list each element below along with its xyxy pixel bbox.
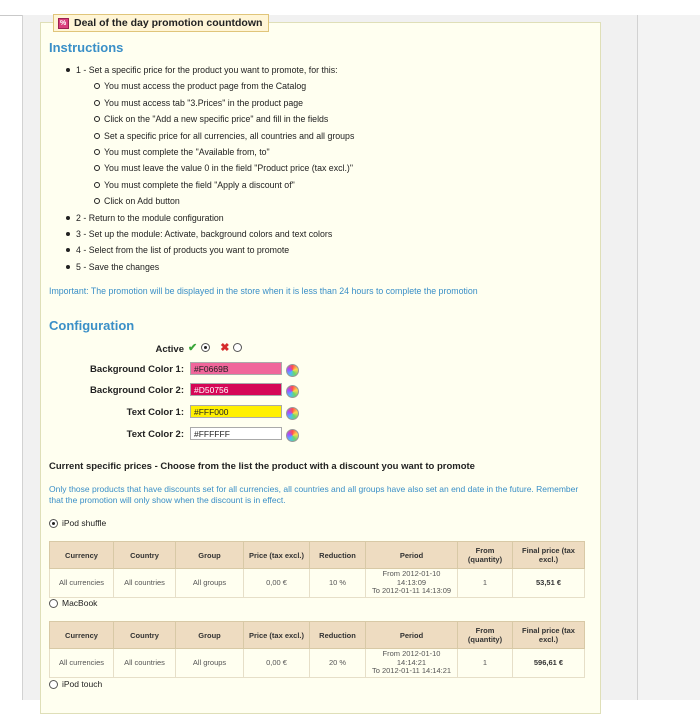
product-radio[interactable]	[49, 599, 58, 608]
instructions-list	[66, 62, 354, 275]
active-toggle	[188, 341, 242, 354]
table-header-row	[50, 622, 585, 649]
col-country: Country	[114, 542, 176, 569]
col-quantity: From (quantity)	[458, 542, 513, 569]
bg2-label: Background Color 2:	[90, 385, 184, 396]
col-period: Period	[366, 622, 458, 649]
col-final-price: Final price (tax excl.)	[513, 622, 585, 649]
list-item: Click on Add button	[94, 193, 354, 209]
bg-color-2-input[interactable]: #D50756	[190, 383, 282, 396]
active-no-radio[interactable]	[233, 343, 242, 352]
important-note: Important: The promotion will be displayed in the store when it is less than 24 hours to complete the promotion	[49, 286, 478, 296]
product-name: iPod touch	[62, 679, 103, 689]
cell-final-price: 53,51 €	[513, 569, 585, 598]
cell-country: All countries	[114, 649, 176, 678]
active-yes-radio[interactable]	[201, 343, 210, 352]
product-option-ipod-shuffle[interactable]	[49, 518, 106, 528]
cell-currency: All currencies	[50, 569, 114, 598]
fieldset-legend	[53, 14, 269, 32]
cell-group: All groups	[176, 649, 244, 678]
list-item: You must leave the value 0 in the field "Product price (tax excl.)"	[94, 160, 354, 176]
col-currency: Currency	[50, 542, 114, 569]
col-quantity: From (quantity)	[458, 622, 513, 649]
current-prices-title: Current specific prices - Choose from the list the product with a discount you want to promote	[49, 461, 475, 472]
price-table	[49, 621, 585, 678]
cell-reduction: 20 %	[310, 649, 366, 678]
product-name: iPod shuffle	[62, 518, 107, 528]
list-item: 1 - Set a specific price for the product you want to promote, for this: You must access the product page from the Catalog You must access tab "3.Prices" in the product page Click on the "Add a new specific price" and fill in the fields Set a specific price for all currencies, all countries and all groups You must complete the "Available from, to" You must leave the value 0 in the field "Product price (tax excl.)" You must complete the field "Apply a discount of" Click on Add button	[66, 62, 354, 210]
active-label: Active	[155, 344, 184, 355]
col-reduction: Reduction	[310, 542, 366, 569]
col-group: Group	[176, 542, 244, 569]
cell-country: All countries	[114, 569, 176, 598]
list-item: You must complete the "Available from, to"	[94, 144, 354, 160]
list-item: Click on the "Add a new specific price" and fill in the fields	[94, 111, 354, 127]
color-picker-icon[interactable]	[286, 385, 299, 398]
list-item: Set a specific price for all currencies, all countries and all groups	[94, 128, 354, 144]
cell-currency: All currencies	[50, 649, 114, 678]
color-picker-icon[interactable]	[286, 407, 299, 420]
text-color-2-input[interactable]: #FFFFFF	[190, 427, 282, 440]
sub-list	[76, 78, 354, 209]
product-option-macbook[interactable]	[49, 598, 97, 608]
list-item: 5 - Save the changes	[66, 259, 354, 275]
table-row	[50, 649, 585, 678]
percent-icon	[58, 18, 69, 29]
cell-price: 0,00 €	[244, 569, 310, 598]
list-item: You must complete the field "Apply a discount of"	[94, 177, 354, 193]
current-prices-note: Only those products that have discounts set for all currencies, all countries and all groups have also set an end date in the future. Remember that the promotion will only show when the discount is in effect.	[49, 484, 579, 505]
txt2-label: Text Color 2:	[126, 429, 184, 440]
product-radio[interactable]	[49, 680, 58, 689]
right-panel	[637, 15, 700, 700]
instructions-title: Instructions	[49, 40, 124, 55]
product-option-ipod-touch[interactable]	[49, 679, 102, 689]
legend-title: Deal of the day promotion countdown	[74, 17, 263, 29]
col-currency: Currency	[50, 622, 114, 649]
bg1-label: Background Color 1:	[90, 364, 184, 375]
list-item: You must access tab "3.Prices" in the product page	[94, 95, 354, 111]
color-picker-icon[interactable]	[286, 429, 299, 442]
bg-color-1-input[interactable]: #F0669B	[190, 362, 282, 375]
table-row	[50, 569, 585, 598]
cell-quantity: 1	[458, 649, 513, 678]
cell-reduction: 10 %	[310, 569, 366, 598]
cell-quantity: 1	[458, 569, 513, 598]
color-picker-icon[interactable]	[286, 364, 299, 377]
cell-price: 0,00 €	[244, 649, 310, 678]
check-icon: ✔	[188, 342, 198, 354]
product-radio[interactable]	[49, 519, 58, 528]
list-item: You must access the product page from the Catalog	[94, 78, 354, 94]
col-price: Price (tax excl.)	[244, 542, 310, 569]
col-group: Group	[176, 622, 244, 649]
text-color-1-input[interactable]: #FFF000	[190, 405, 282, 418]
col-final-price: Final price (tax excl.)	[513, 542, 585, 569]
list-item: 4 - Select from the list of products you want to promote	[66, 242, 354, 258]
configuration-title: Configuration	[49, 318, 135, 333]
col-reduction: Reduction	[310, 622, 366, 649]
cell-final-price: 596,61 €	[513, 649, 585, 678]
col-period: Period	[366, 542, 458, 569]
product-name: MacBook	[62, 598, 98, 608]
cell-period: From 2012-01-10 14:13:09 To 2012-01-11 14:13:09	[366, 569, 458, 598]
col-country: Country	[114, 622, 176, 649]
txt1-label: Text Color 1:	[126, 407, 184, 418]
cell-period: From 2012-01-10 14:14:21 To 2012-01-11 14:14:21	[366, 649, 458, 678]
table-header-row	[50, 542, 585, 569]
cross-icon: ✖	[220, 342, 230, 354]
list-item: 3 - Set up the module: Activate, background colors and text colors	[66, 226, 354, 242]
col-price: Price (tax excl.)	[244, 622, 310, 649]
cell-group: All groups	[176, 569, 244, 598]
list-item: 2 - Return to the module configuration	[66, 210, 354, 226]
price-table	[49, 541, 585, 598]
